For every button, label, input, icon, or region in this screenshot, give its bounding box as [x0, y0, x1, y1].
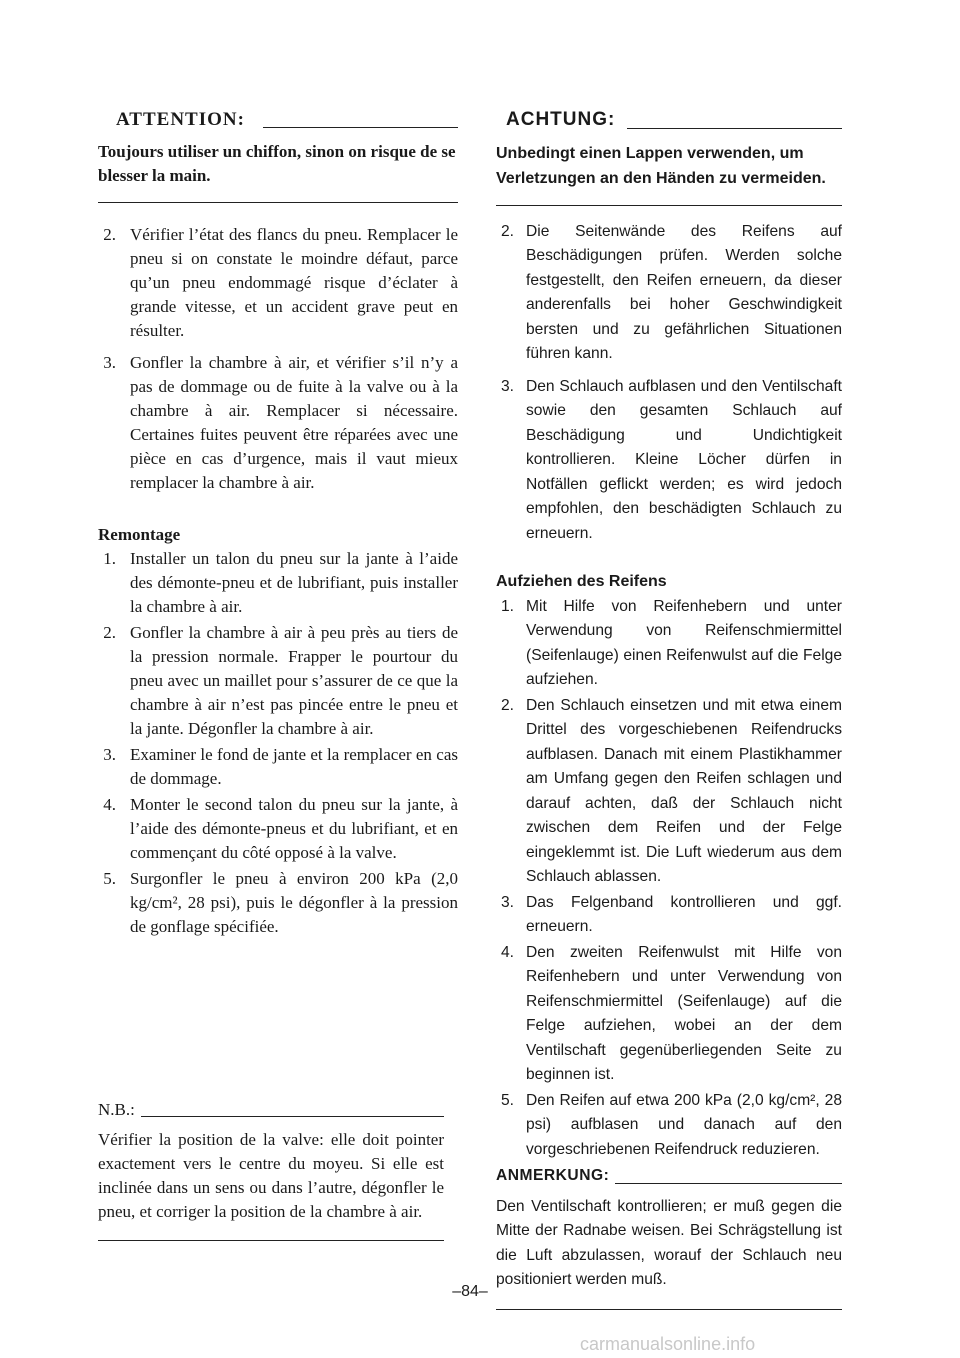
list-item: 5. Den Reifen auf etwa 200 kPa (2,0 kg/cm², 28 psi) aufblasen und danach auf den vorgeschriebenen Reifendruck reduzieren.: [500, 1091, 842, 1158]
list-item: 4. Monter le second talon du pneu sur la jante, à l’aide des démonte-pneus et du lubrifiant, et en commençant du côté opposé à la valve.: [103, 795, 458, 862]
list-item: 2. Vérifier l’état des flancs du pneu. Remplacer le pneu si on constate le moindre défaut, parce qu’un pneu endommagé risque d’éclater à grande vitesse, et un accident grave peut en résulter.: [103, 225, 458, 340]
note-text: Den Ventilschaft kontrollieren; er muß gegen die Mitte der Radnabe weisen. Bei Schrägstellung ist die Luft abzulassen, worauf der Schlauch neu positioniert werden muß.: [496, 1197, 842, 1288]
list-item: 1. Mit Hilfe von Reifenhebern und unter Verwendung von Reifenschmiermittel (Seifenlauge) einen Reifenwulst auf die Felge aufziehen.: [500, 597, 842, 688]
page-number: –84–: [452, 1283, 488, 1300]
french-column: [98, 108, 458, 941]
list-item: 5. Surgonfler le pneu à environ 200 kPa (2,0 kg/cm², 28 psi), puis le dégonfler à la pression de gonflage spécifiée.: [103, 869, 458, 936]
list-item: 2. Die Seitenwände des Reifens auf Beschädigungen prüfen. Werden solche festgestellt, den Reifen erneuern, da dieser anderenfalls bei hoher Geschwindigkeit bersten und zu gefährlichen Situationen führen kann.: [500, 222, 842, 362]
heading-rule: [615, 1183, 842, 1184]
list-item: 2. Den Schlauch einsetzen und mit etwa einem Drittel des vorgeschiebenen Reifendrucks aufblasen. Danach mit einem Plastikhammer am Umfang gegen den Reifen schlagen und darauf achten, daß der Schlauch nicht zwischen dem Reifen und der Felge eingeklemmt ist. Die Luft wiederum aus dem Schlauch ablassen.: [500, 696, 842, 885]
note-heading-row: [98, 1098, 444, 1122]
list-item: 3. Das Felgenband kontrollieren und ggf. erneuern.: [500, 893, 842, 935]
aufziehen-title: Aufziehen des Reifens: [496, 573, 667, 590]
remontage-steps: [98, 547, 458, 939]
german-note: [496, 1164, 842, 1310]
note-text: Vérifier la position de la valve: elle doit pointer exactement vers le centre du moyeu. Si elle est inclinée dans un sens ou dans l’autre, dégonfler le pneu, et corriger la position de la chambre à air.: [98, 1130, 444, 1221]
list-item: 3. Examiner le fond de jante et la remplacer en cas de dommage.: [103, 745, 458, 788]
divider: [98, 1240, 444, 1241]
attention-text: Toujours utiliser un chiffon, sinon on risque de se blesser la main.: [98, 142, 456, 185]
german-inspection-steps: [496, 220, 842, 547]
list-item: 2. Gonfler la chambre à air à peu près au tiers de la pression normale. Frapper le pourtour du pneu avec un maillet pour s’assurer de ce que la chambre à air n’est pas pincée entre le pneu et la jante. Dégonfler la chambre à air.: [103, 623, 458, 738]
list-item: 4. Den zweiten Reifenwulst mit Hilfe von Reifenhebern und unter Verwendung von Reifenschmiermittel (Seifenlauge) auf die Felge aufziehen, wobei an der dem Ventilschaft gegenüberliegenden Seite zu beginnen ist.: [500, 943, 842, 1083]
heading-rule: [627, 128, 842, 129]
heading-rule: [263, 127, 458, 128]
watermark: carmanualsonline.info: [580, 1334, 756, 1354]
attention-heading: ATTENTION:: [116, 109, 245, 130]
list-item: 3. Gonfler la chambre à air, et vérifier s’il n’y a pas de dommage ou de fuite à la valve ou à la chambre à air. Remplacer si nécessaire. Certaines fuites peuvent être réparées avec une pièce en cas d’urgence, mais il vaut mieux remplacer la chambre à air.: [103, 353, 458, 492]
aufziehen-steps: [496, 595, 842, 1163]
achtung-text: Unbedingt einen Lappen verwenden, um Verletzungen an den Händen zu vermeiden.: [496, 144, 826, 187]
french-inspection-steps: [98, 223, 458, 495]
note-heading-row: [496, 1164, 842, 1189]
note-heading: N.B.:: [98, 1100, 135, 1119]
achtung-heading: ACHTUNG:: [506, 109, 616, 130]
note-heading: ANMERKUNG:: [496, 1167, 610, 1184]
french-note: [98, 1098, 444, 1241]
german-column: [496, 108, 842, 1310]
divider: [98, 202, 458, 203]
achtung-heading-row: [496, 108, 842, 133]
list-item: 3. Den Schlauch aufblasen und den Ventilschaft sowie den gesamten Schlauch auf Beschädigung und Undichtigkeit kontrollieren. Kleine Löcher dürfen in Notfällen geflickt werden; es wird jedoch empfohlen, den beschädigten Schlauch zu erneuern.: [500, 377, 842, 542]
remontage-title: Remontage: [98, 525, 181, 544]
attention-heading-row: [98, 108, 458, 132]
heading-rule: [141, 1116, 444, 1117]
divider: [496, 1309, 842, 1310]
list-item: 1. Installer un talon du pneu sur la jante à l’aide des démonte-pneu et de lubrifiant, puis installer la chambre à air.: [103, 549, 458, 616]
divider: [496, 205, 842, 206]
